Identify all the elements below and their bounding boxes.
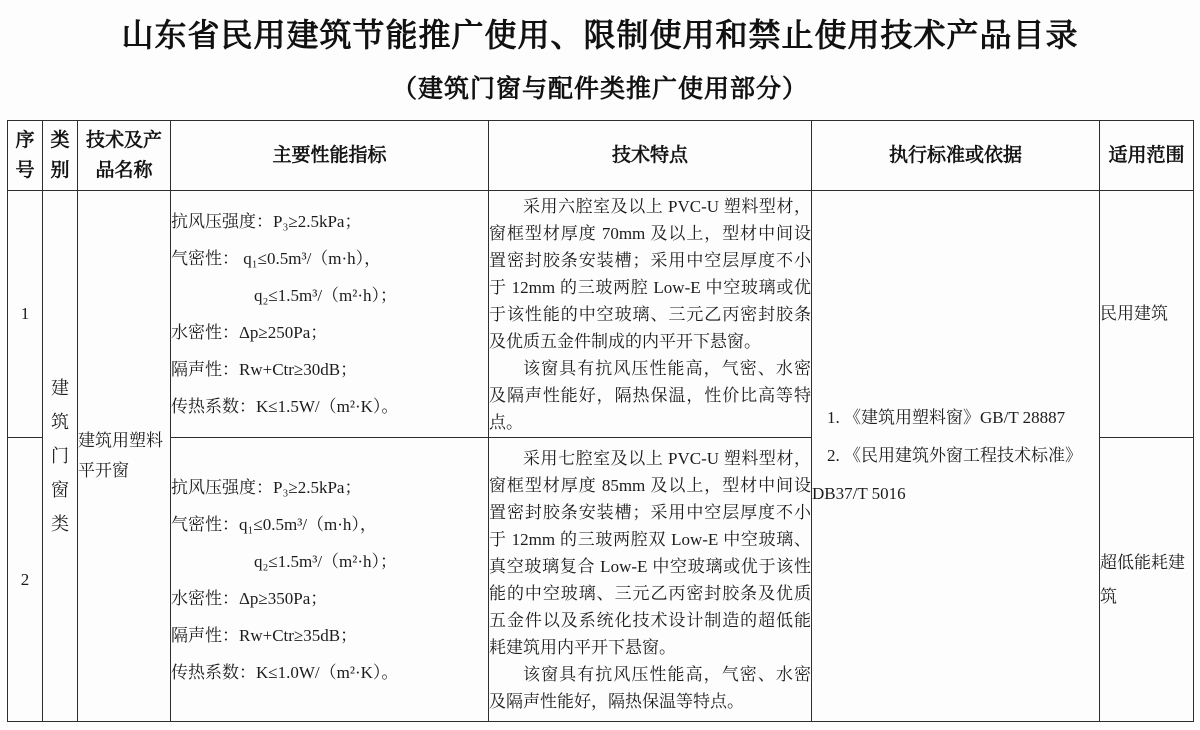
performance-line: 抗风压强度：P₃≥2.5kPa； xyxy=(171,477,362,497)
performance-line: 传热系数：K≤1.5W/（m²·K）。 xyxy=(171,397,399,416)
header-scope: 适用范围 xyxy=(1100,121,1194,191)
header-performance: 主要性能指标 xyxy=(171,121,489,191)
performance-line: 抗风压强度：P₃≥2.5kPa； xyxy=(171,212,362,231)
row2-serial-number: 2 xyxy=(8,438,43,722)
performance-line: 隔声性：Rw+Ctr≥35dB； xyxy=(171,625,358,645)
performance-line: q₂≤1.5m³/（m²·h）； xyxy=(254,551,398,571)
performance-line: 水密性：Δp≥350Pa； xyxy=(171,588,328,608)
row1-serial-number: 1 xyxy=(8,191,43,438)
features-paragraph: 该窗具有抗风压性能高，气密、水密及隔声性能好，隔热保温，性价比高等特点。 xyxy=(489,358,811,432)
product-name-cell: 建筑用塑料平开窗 xyxy=(78,191,171,722)
catalog-table xyxy=(7,120,1194,722)
performance-line: q₂≤1.5m³/（m²·h）； xyxy=(254,286,398,305)
row1-features-cell xyxy=(489,191,812,438)
row2-features-cell xyxy=(489,438,812,722)
row2-scope-cell: 超低能耗建筑 xyxy=(1100,438,1194,722)
features-paragraph: 采用六腔室及以上 PVC-U 塑料型材，窗框型材厚度 70mm 及以上，型材中间设置密封胶条安装槽；采用中空层厚度不小于 12mm 的三玻两腔 Low-E 中空玻璃或优于该性能的中空玻璃、三元乙丙密封胶条及优质五金件制成的内平开下悬窗。 xyxy=(489,196,811,351)
features-paragraph: 采用七腔室及以上 PVC-U 塑料型材，窗框型材厚度 85mm 及以上，型材中间设置密封胶条安装槽；采用中空层厚度不小于 12mm 的三玻两腔双 Low-E 中空玻璃、真空玻璃复合 Low-E 中空玻璃或优于该性能的中空玻璃、三元乙丙密封胶条及优质五金件以及系统化技术设计制造的超低能耗建筑用内平开下悬窗。 xyxy=(489,448,811,657)
row1-performance-cell xyxy=(171,191,489,438)
document-subtitle: （建筑门窗与配件类推广使用部分） xyxy=(391,75,808,103)
category-vertical-label: 建筑门窗类 xyxy=(51,378,69,534)
header-category: 类别 xyxy=(43,121,78,191)
category-cell xyxy=(43,191,78,722)
performance-line: 水密性：Δp≥250Pa； xyxy=(171,323,328,342)
row2-performance-cell xyxy=(171,438,489,722)
row1-scope-cell: 民用建筑 xyxy=(1100,191,1194,438)
standard-item: 1. 《建筑用塑料窗》GB/T 28887 xyxy=(827,408,1066,427)
performance-line: 传热系数：K≤1.0W/（m²·K）。 xyxy=(171,662,399,682)
header-features: 技术特点 xyxy=(489,121,812,191)
document-title: 山东省民用建筑节能推广使用、限制使用和禁止使用技术产品目录 xyxy=(121,17,1079,53)
standards-cell xyxy=(812,191,1100,722)
header-serial-number: 序号 xyxy=(8,121,43,191)
table-header-row xyxy=(8,121,1194,191)
performance-line: 气密性：q₁≤0.5m³/（m·h）， xyxy=(171,514,377,534)
standard-item: 2. 《民用建筑外窗工程技术标准》DB37/T 5016 xyxy=(812,446,1082,503)
performance-line: 气密性： q₁≤0.5m³/（m·h）， xyxy=(171,249,382,268)
header-product-name: 技术及产品名称 xyxy=(78,121,171,191)
performance-line: 隔声性：Rw+Ctr≥30dB； xyxy=(171,360,358,379)
features-paragraph: 该窗具有抗风压性能高，气密、水密及隔声性能好，隔热保温等特点。 xyxy=(489,664,811,711)
header-standards: 执行标准或依据 xyxy=(812,121,1100,191)
table-row xyxy=(8,191,1194,438)
document-page xyxy=(0,10,1200,730)
